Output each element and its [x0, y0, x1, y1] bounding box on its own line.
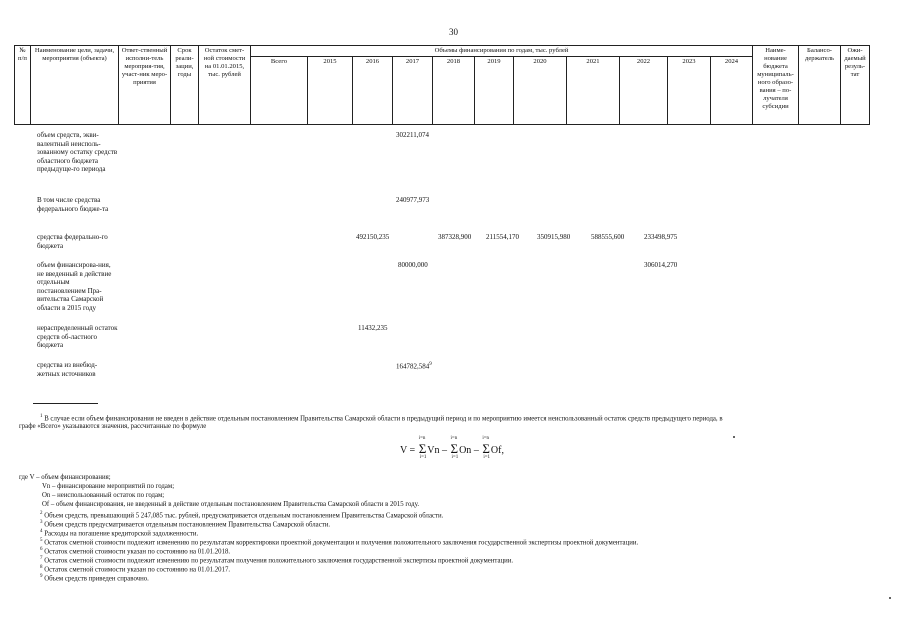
row-value: 211554,170	[486, 233, 519, 241]
col-name-header: Наименование цели, задачи, мероприятия (объекта)	[31, 46, 119, 125]
col-volumes-header: Объемы финансирования по годам, тыс. рублей	[251, 46, 753, 57]
def-on: On – неиспользованный остаток по годам;	[42, 492, 165, 499]
footnote-text: Остаток сметной стоимости указан по состоянию на 01.01.2017.	[44, 566, 231, 574]
col-year-header: 2017	[393, 57, 433, 125]
row-label: средства из внебюд-жетных источников	[37, 361, 98, 378]
col-recipient-header: Наиме-нование бюджета муниципаль-ного образо-вания – по-лучателя субсидии	[753, 46, 799, 125]
sum-lower: i=1	[483, 455, 491, 460]
table-header	[14, 45, 870, 125]
col-year-header: 2024	[711, 57, 753, 125]
footnote-text: В случае если объем финансирования не введен в действие отдельным постановлением Правительства Самарской области в предыдущий период и по мероприятию имеется неиспользованный остаток средств предыдущего периода, в	[44, 415, 723, 423]
row-value: 306014,270	[644, 261, 678, 269]
row-value	[396, 361, 432, 371]
scan-speck	[889, 597, 891, 599]
page-number: 30	[449, 27, 458, 37]
footnote-2: $^2$ Объем средств, превышающий 5 247,085 тыс. рублей, предусматривается отдельным постановлением Правительства Самарской области.	[40, 511, 444, 520]
col-holder-header: Балансо-держатель	[799, 46, 841, 125]
sum-upper: i=n	[482, 436, 490, 441]
row-value: 588555,600	[591, 233, 625, 241]
col-responsible-header: Ответ-ственный исполни-тель мероприя-тия, участ-ник меро-приятия	[119, 46, 171, 125]
row-value: 240977,973	[396, 196, 430, 204]
footnote-text: Расходы на погашение кредиторской задолженности.	[44, 530, 199, 538]
row-value: 233498,975	[644, 233, 678, 241]
row-label: объем средств, экви-валентный неисполь-зованному остатку средств областного бюджета предыдуще-го периода	[37, 131, 118, 173]
row-value: 302211,074	[396, 131, 429, 139]
row-value-text: 164782,584	[396, 362, 430, 371]
col-year-header: 2016	[353, 57, 393, 125]
col-year-header: 2019	[475, 57, 514, 125]
footnote-text: Объем средств приведен справочно.	[44, 575, 149, 583]
footnote-text: Остаток сметной стоимости подлежит изменению по результатам получения положительного заключения государственной экспертизы проектной документации.	[44, 557, 514, 565]
sum-lower: i=1	[451, 455, 459, 460]
def-of: Of – объем финансирования, не введенный в действие отдельным постановлением Правительства Самарской области в 2015 году.	[42, 501, 420, 508]
formula-term: Of,	[490, 445, 504, 456]
col-total-header: Всего	[251, 57, 308, 125]
col-year-header: 2021	[567, 57, 620, 125]
sum-lower: i=1	[419, 455, 427, 460]
col-num-header: № п/п	[15, 46, 31, 125]
formula-lhs: V =	[400, 445, 418, 456]
col-remainder-header: Остаток смет-ной стоимости на 01.01.2015, тыс. рублей	[199, 46, 251, 125]
col-year-header: 2020	[514, 57, 567, 125]
row-value: 387328,900	[438, 233, 472, 241]
sum-upper: i=n	[418, 436, 426, 441]
footnote-separator	[33, 403, 98, 404]
sum-symbol: Σ i=n i=1	[450, 436, 459, 460]
row-label: В том числе средства федерального бюдже-та	[37, 196, 109, 213]
where-line: где V – объем финансирования;	[19, 474, 111, 481]
col-year-header: 2018	[433, 57, 475, 125]
footnote-1-cont: графе «Всего» указываются значения, рассчитанные по формуле	[19, 423, 207, 430]
footnote-4: $^4$ Расходы на погашение кредиторской задолженности.	[40, 529, 199, 538]
footnote-text: Остаток сметной стоимости подлежит изменению по результатам корректировки проектной документации и получения положительного заключения государственной экспертизы проектной документации.	[44, 539, 639, 547]
sum-symbol: Σ i=n i=1	[482, 436, 491, 460]
footnote-7: $^7$ Остаток сметной стоимости подлежит изменению по результатам получения положительного заключения государственной экспертизы проектной документации.	[40, 556, 514, 565]
col-year-header: 2022	[620, 57, 668, 125]
def-vn: Vn – финансирование мероприятий по годам;	[42, 483, 175, 490]
footnote-9: $^9$ Объем средств приведен справочно.	[40, 574, 149, 583]
formula-term: On	[459, 445, 472, 456]
sum-upper: i=n	[450, 436, 458, 441]
col-year-header: 2015	[308, 57, 353, 125]
footnote-8: $^8$ Остаток сметной стоимости указан по состоянию на 01.01.2017.	[40, 565, 231, 574]
formula	[400, 436, 504, 460]
row-value: 350915,980	[537, 233, 571, 241]
formula-minus: –	[439, 445, 450, 456]
scan-speck	[733, 436, 735, 438]
footnote-3: $^3$ Объем средств предусматривается отдельным постановлением Правительства Самарской области.	[40, 520, 331, 529]
sum-symbol: Σ i=n i=1	[418, 436, 427, 460]
col-year-header: 2023	[668, 57, 711, 125]
col-result-header: Ожи-даемый резуль-тат	[841, 46, 870, 125]
row-label: средства федерально-го бюджета	[37, 233, 108, 250]
row-label: объем финансирова-ния, не введенный в действие отдельным постановлением Пра-вительства Самарской области в 2015 году	[37, 261, 112, 312]
row-label: нераспределенный остаток средств об-ластного бюджета	[37, 324, 118, 349]
footnote-6: $^6$ Остаток сметной стоимости указан по состоянию на 01.01.2018.	[40, 547, 231, 556]
formula-term: Vn	[427, 445, 440, 456]
footnote-ref: 9	[429, 362, 432, 367]
row-value: 492150,235	[356, 233, 390, 241]
row-value: 80000,000	[398, 261, 428, 269]
col-term-header: Срок реали-зации, годы	[171, 46, 199, 125]
formula-minus: –	[471, 445, 482, 456]
footnote-text: Объем средств предусматривается отдельным постановлением Правительства Самарской области.	[44, 521, 331, 529]
row-value: 11432,235	[358, 324, 388, 332]
footnote-text: Остаток сметной стоимости указан по состоянию на 01.01.2018.	[44, 548, 231, 556]
footnote-text: Объем средств, превышающий 5 247,085 тыс. рублей, предусматривается отдельным постановлением Правительства Самарской области.	[44, 512, 444, 520]
footnote-mark: 1	[40, 414, 43, 419]
footnote-5: $^5$ Остаток сметной стоимости подлежит изменению по результатам корректировки проектной документации и получения положительного заключения государственной экспертизы проектной документации.	[40, 538, 639, 547]
